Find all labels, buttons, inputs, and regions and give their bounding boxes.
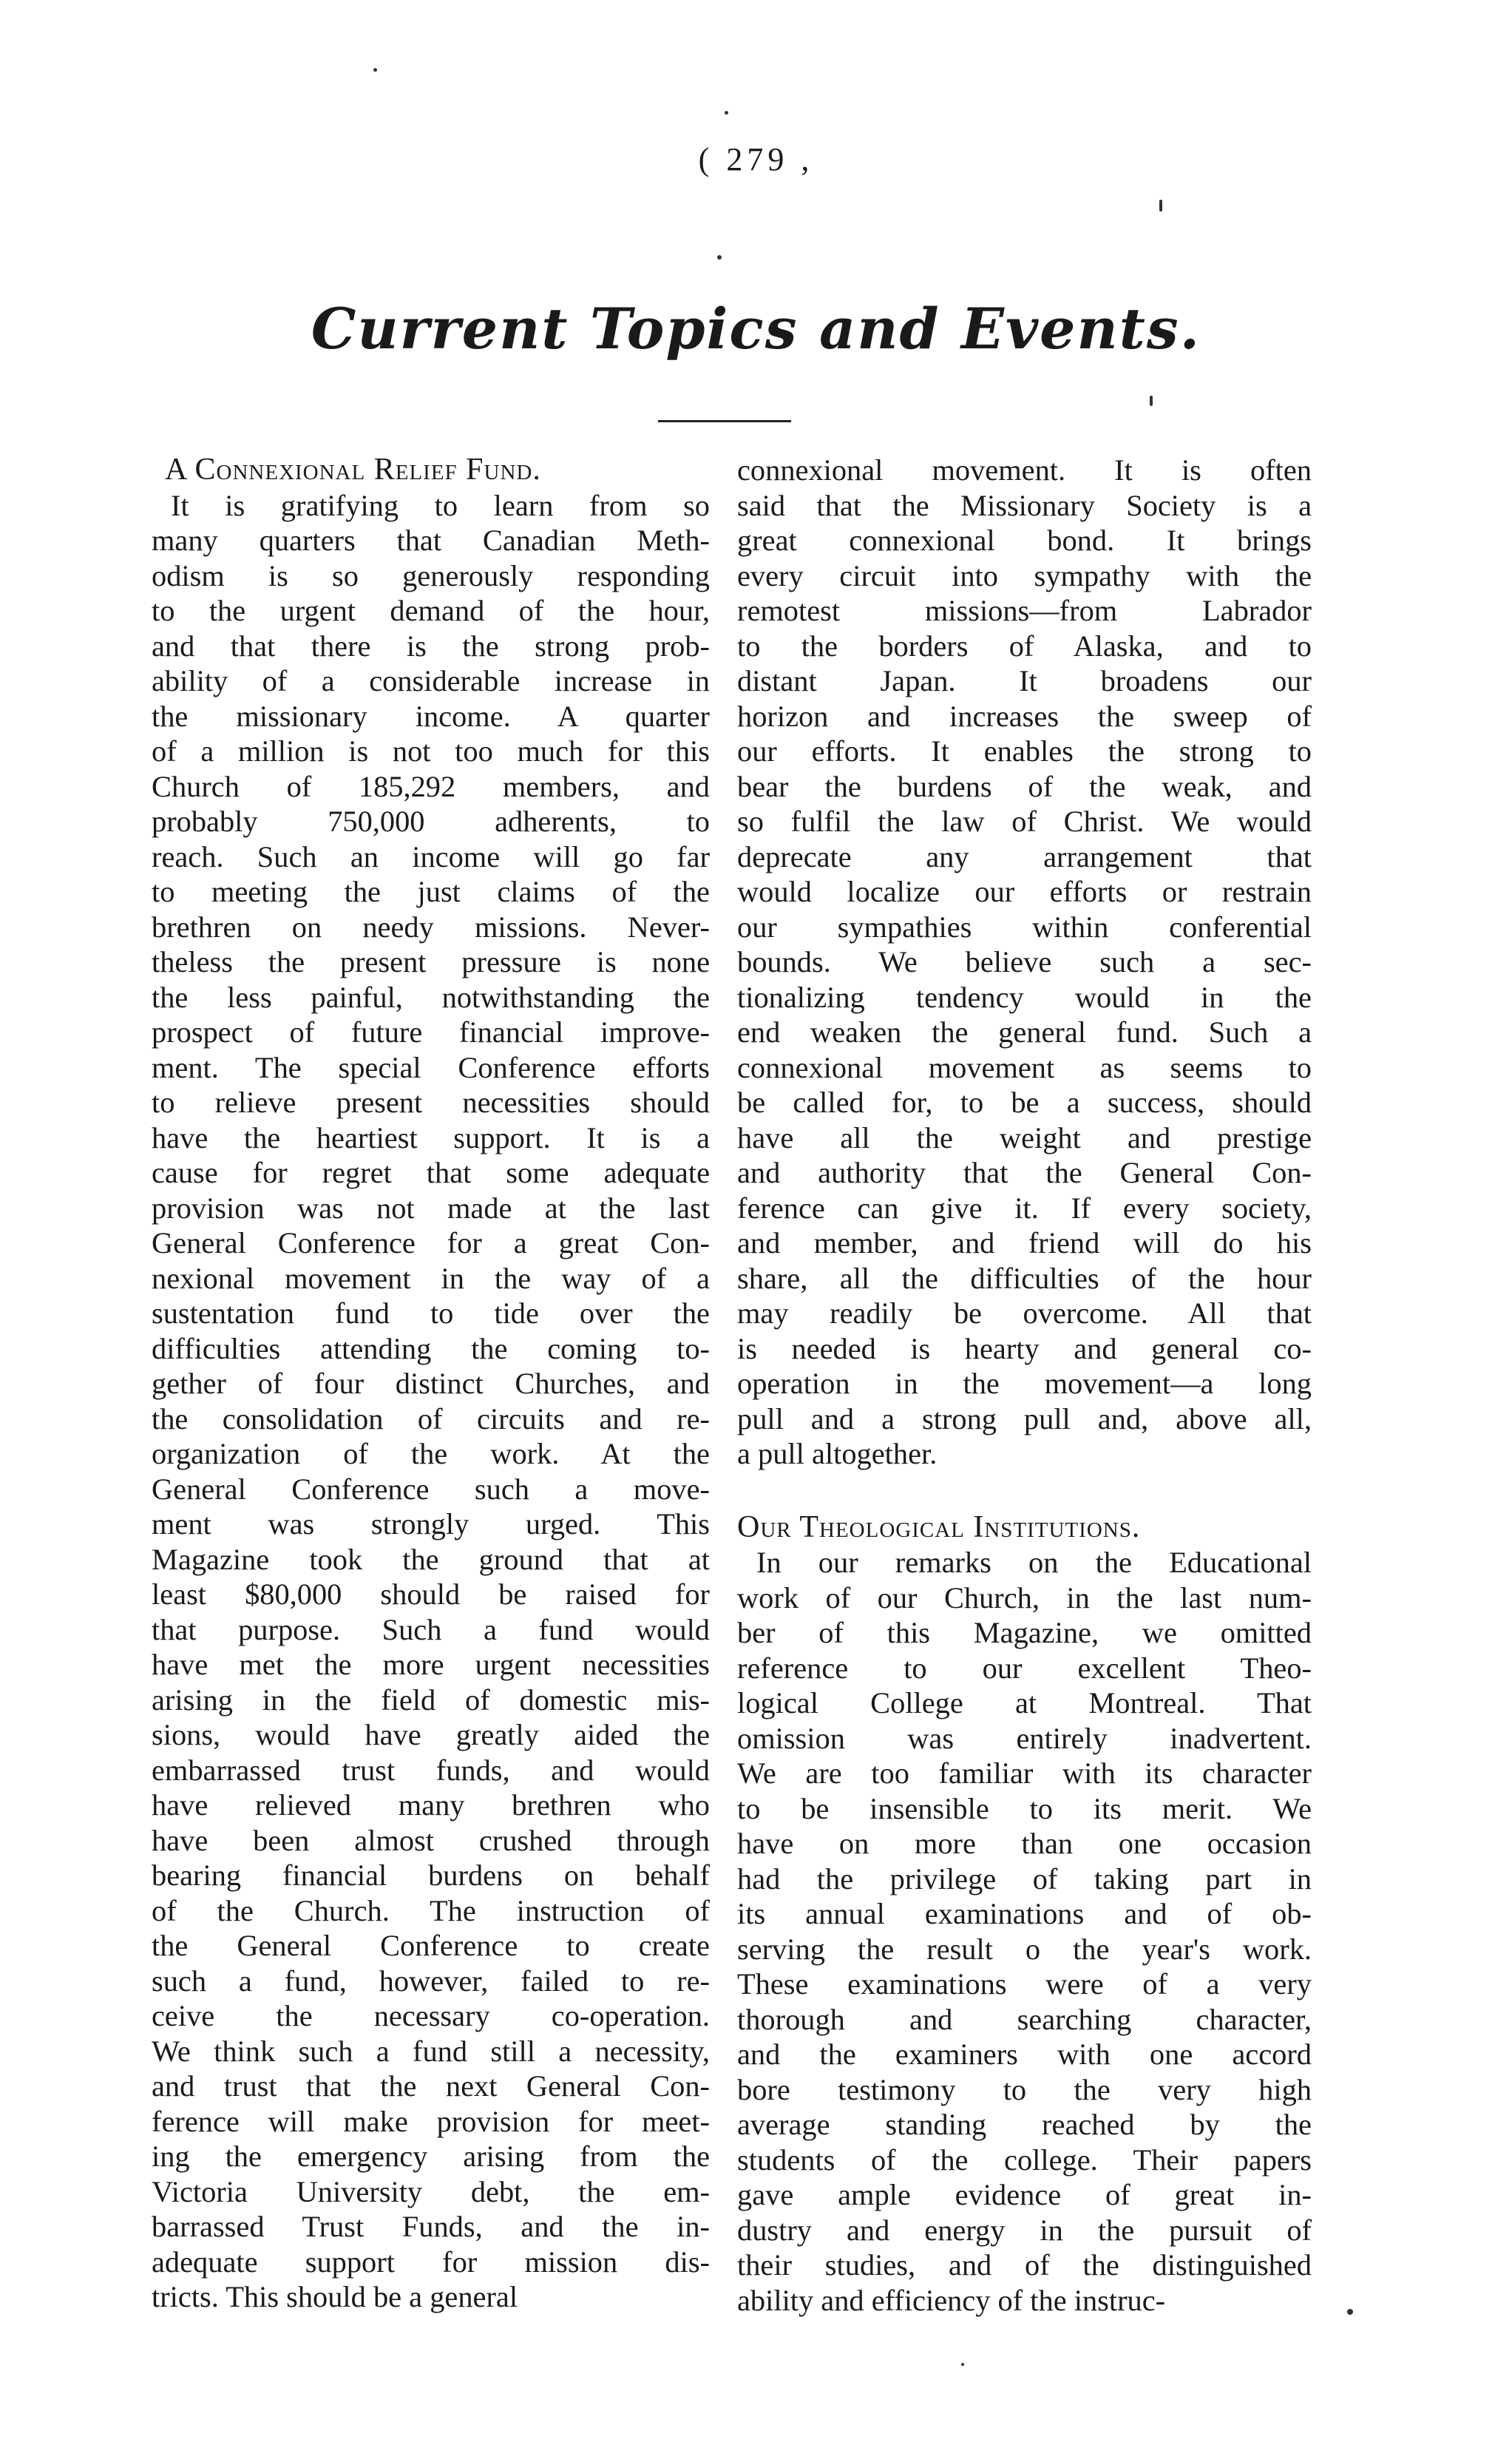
text-line: organization of the work. At the bbox=[152, 1437, 710, 1470]
text-line: have relieved many brethren who bbox=[152, 1788, 710, 1822]
text-line: adequate support for mission dis- bbox=[152, 2245, 710, 2279]
text-line: connexional movement as seems to bbox=[737, 1050, 1312, 1084]
text-line: operation in the movement—a long bbox=[737, 1367, 1312, 1400]
text-line: distant Japan. It broadens our bbox=[737, 664, 1312, 697]
text-line: reference to our excellent Theo- bbox=[737, 1651, 1312, 1685]
text-line: bounds. We believe such a sec- bbox=[737, 945, 1312, 978]
text-line: omission was entirely inadvertent. bbox=[737, 1721, 1312, 1755]
text-line: It is gratifying to learn from so bbox=[171, 488, 710, 522]
text-line: sustentation fund to tide over the bbox=[152, 1296, 710, 1330]
text-line: the consolidation of circuits and re- bbox=[152, 1401, 710, 1435]
scan-speck bbox=[373, 68, 377, 72]
text-line: ceive the necessary co-operation. bbox=[152, 1999, 710, 2032]
text-line: of a million is not too much for this bbox=[152, 734, 710, 768]
text-line: Victoria University debt, the em- bbox=[152, 2174, 710, 2208]
text-line: reach. Such an income will go far bbox=[152, 839, 710, 873]
text-line: prospect of future financial improve- bbox=[152, 1015, 710, 1049]
text-line: that purpose. Such a fund would bbox=[152, 1612, 710, 1646]
text-line: least $80,000 should be raised for bbox=[152, 1577, 710, 1611]
text-line: barrassed Trust Funds, and the in- bbox=[152, 2210, 710, 2243]
text-line: work of our Church, in the last num- bbox=[737, 1580, 1312, 1614]
text-line: may readily be overcome. All that bbox=[737, 1296, 1312, 1330]
text-line: horizon and increases the sweep of bbox=[737, 699, 1312, 733]
text-line: its annual examinations and of ob- bbox=[737, 1897, 1312, 1930]
text-line: thorough and searching character, bbox=[737, 2002, 1312, 2036]
text-line: dustry and energy in the pursuit of bbox=[737, 2213, 1312, 2247]
page-number: ( 279 , bbox=[698, 141, 814, 177]
title-divider bbox=[658, 420, 791, 422]
text-line: provision was not made at the last bbox=[152, 1191, 710, 1225]
text-line: probably 750,000 adherents, to bbox=[152, 805, 710, 838]
text-line: and that there is the strong prob- bbox=[152, 629, 710, 663]
scan-speck bbox=[1347, 2309, 1353, 2315]
text-line: and trust that the next General Con- bbox=[152, 2069, 710, 2103]
text-line: their studies, and of the distinguished bbox=[737, 2248, 1312, 2282]
text-line: of the Church. The instruction of bbox=[152, 1893, 710, 1927]
text-line: the missionary income. A quarter bbox=[152, 699, 710, 733]
text-line: the less painful, notwithstanding the bbox=[152, 980, 710, 1014]
scan-speck bbox=[1150, 396, 1153, 406]
text-line: General Conference such a move- bbox=[152, 1472, 710, 1506]
section-heading-theological-institutions: Our Theological Institutions. bbox=[737, 1509, 1141, 1544]
scan-speck bbox=[1159, 200, 1162, 212]
section-heading-connexional-relief: A Connexional Relief Fund. bbox=[165, 453, 541, 487]
text-line: many quarters that Canadian Meth- bbox=[152, 524, 710, 557]
text-line: arising in the field of domestic mis- bbox=[152, 1683, 710, 1717]
text-line: average standing reached by the bbox=[737, 2108, 1312, 2141]
text-line: odism is so generously responding bbox=[152, 558, 710, 592]
text-line: to the urgent demand of the hour, bbox=[152, 594, 710, 627]
text-line: cause for regret that some adequate bbox=[152, 1156, 710, 1189]
text-line: ing the emergency arising from the bbox=[152, 2140, 710, 2173]
text-line: Magazine took the ground that at bbox=[152, 1542, 710, 1576]
text-line: theless the present pressure is none bbox=[152, 945, 710, 978]
text-line: to be insensible to its merit. We bbox=[737, 1791, 1312, 1825]
text-line: share, all the difficulties of the hour bbox=[737, 1261, 1312, 1295]
scan-speck bbox=[961, 2363, 964, 2366]
text-line: General Conference for a great Con- bbox=[152, 1226, 710, 1259]
text-line: to the borders of Alaska, and to bbox=[737, 629, 1312, 663]
text-line: be called for, to be a success, should bbox=[737, 1086, 1312, 1119]
text-line: These examinations were of a very bbox=[737, 1967, 1312, 2001]
text-line: have been almost crushed through bbox=[152, 1823, 710, 1857]
text-line: connexional movement. It is often bbox=[737, 453, 1312, 487]
text-line: have on more than one occasion bbox=[737, 1827, 1312, 1860]
text-line: bear the burdens of the weak, and bbox=[737, 769, 1312, 803]
text-line: a pull altogether. bbox=[737, 1437, 938, 1470]
left-column bbox=[152, 453, 710, 2315]
text-line: so fulfil the law of Christ. We would bbox=[737, 805, 1312, 838]
text-line: In our remarks on the Educational bbox=[756, 1546, 1312, 1579]
text-line: remotest missions—from Labrador bbox=[737, 594, 1312, 627]
text-line: Church of 185,292 members, and bbox=[152, 769, 710, 803]
text-line: great connexional bond. It brings bbox=[737, 524, 1312, 557]
text-line: gave ample evidence of great in- bbox=[737, 2178, 1312, 2211]
text-line: such a fund, however, failed to re- bbox=[152, 1964, 710, 1998]
text-line: pull and a strong pull and, above all, bbox=[737, 1401, 1312, 1435]
text-line: ber of this Magazine, we omitted bbox=[737, 1616, 1312, 1649]
page-title: Current Topics and Events. bbox=[311, 296, 1201, 362]
text-line: and the examiners with one accord bbox=[737, 2037, 1312, 2071]
text-line: ment was strongly urged. This bbox=[152, 1507, 710, 1541]
text-line: ference will make provision for meet- bbox=[152, 2104, 710, 2138]
text-line: bearing financial burdens on behalf bbox=[152, 1859, 710, 1892]
text-line: students of the college. Their papers bbox=[737, 2143, 1312, 2177]
text-line: end weaken the general fund. Such a bbox=[737, 1015, 1312, 1049]
text-line: have met the more urgent necessities bbox=[152, 1648, 710, 1681]
text-line: brethren on needy missions. Never- bbox=[152, 910, 710, 944]
text-line: bore testimony to the very high bbox=[737, 2072, 1312, 2106]
text-line: and authority that the General Con- bbox=[737, 1156, 1312, 1189]
text-line: and member, and friend will do his bbox=[737, 1226, 1312, 1259]
right-column bbox=[737, 453, 1312, 2318]
text-line: to relieve present necessities should bbox=[152, 1086, 710, 1119]
text-line: ment. The special Conference efforts bbox=[152, 1050, 710, 1084]
text-line: nexional movement in the way of a bbox=[152, 1261, 710, 1295]
text-line: We are too familiar with its character bbox=[737, 1756, 1312, 1790]
text-line: our sympathies within conferential bbox=[737, 910, 1312, 944]
text-line: sions, would have greatly aided the bbox=[152, 1718, 710, 1751]
scan-speck bbox=[725, 111, 728, 115]
text-line: is needed is hearty and general co- bbox=[737, 1331, 1312, 1365]
text-line: serving the result o the year's work. bbox=[737, 1932, 1312, 1966]
text-line: every circuit into sympathy with the bbox=[737, 558, 1312, 592]
text-line: our efforts. It enables the strong to bbox=[737, 734, 1312, 768]
text-line: tionalizing tendency would in the bbox=[737, 980, 1312, 1014]
text-line: said that the Missionary Society is a bbox=[737, 488, 1312, 522]
text-line: deprecate any arrangement that bbox=[737, 839, 1312, 873]
text-line: ability and efficiency of the instruc- bbox=[737, 2283, 1166, 2317]
text-line: We think such a fund still a necessity, bbox=[152, 2034, 710, 2068]
text-line: to meeting the just claims of the bbox=[152, 875, 710, 908]
text-line: the General Conference to create bbox=[152, 1929, 710, 1962]
text-line: ability of a considerable increase in bbox=[152, 664, 710, 697]
text-line: have all the weight and prestige bbox=[737, 1120, 1312, 1154]
text-line: gether of four distinct Churches, and bbox=[152, 1367, 710, 1400]
text-line: difficulties attending the coming to- bbox=[152, 1331, 710, 1365]
text-line: would localize our efforts or restrain bbox=[737, 875, 1312, 908]
text-line: tricts. This should be a general bbox=[152, 2280, 518, 2313]
scan-speck bbox=[717, 255, 722, 260]
text-line: logical College at Montreal. That bbox=[737, 1686, 1312, 1719]
text-line: had the privilege of taking part in bbox=[737, 1861, 1312, 1895]
text-line: ference can give it. If every society, bbox=[737, 1191, 1312, 1225]
text-line: embarrassed trust funds, and would bbox=[152, 1753, 710, 1787]
text-line: have the heartiest support. It is a bbox=[152, 1120, 710, 1154]
